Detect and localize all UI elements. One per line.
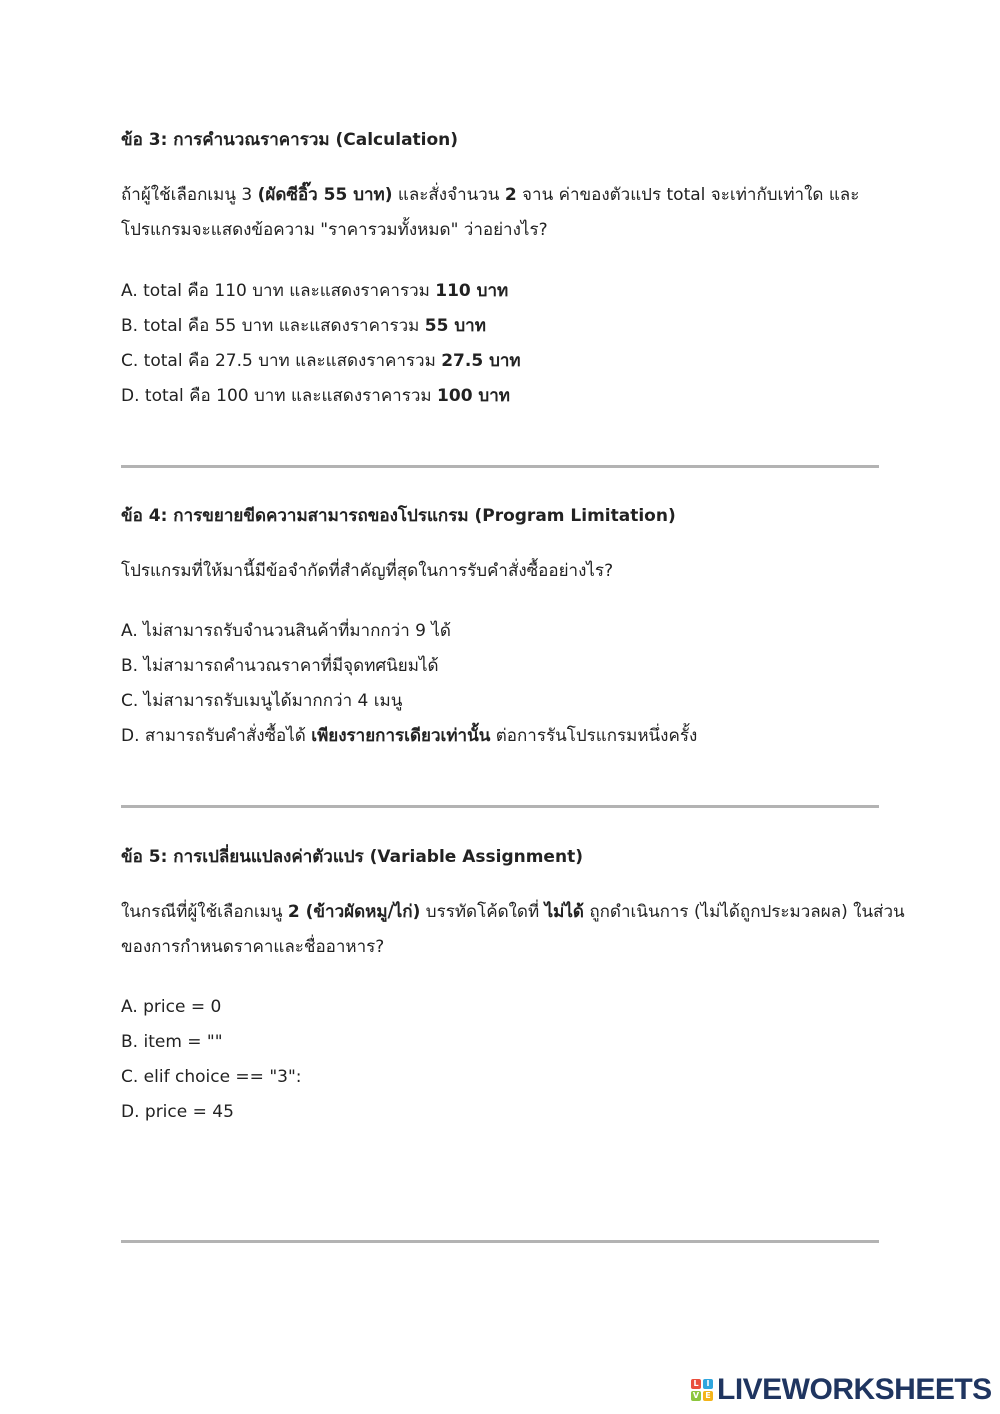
liveworksheets-logo-text: LIVEWORKSHEETS <box>717 1373 992 1406</box>
liveworksheets-logo <box>691 1374 992 1406</box>
question-4-title: ข้อ 4: การขยายขีดความสามารถของโปรแกรม (Program Limitation) <box>121 506 676 526</box>
question-3-option-a[interactable]: A. total คือ 110 บาท และแสดงราคารวม 110 บาท <box>121 281 509 301</box>
question-4-option-c[interactable]: C. ไม่สามารถรับเมนูได้มากกว่า 4 เมนู <box>121 691 403 711</box>
question-4-text: โปรแกรมที่ให้มานี้มีข้อจำกัดที่สำคัญที่สุดในการรับคำสั่งซื้ออย่างไร? <box>121 561 614 581</box>
question-4-option-b[interactable]: B. ไม่สามารถคำนวณราคาที่มีจุดทศนิยมได้ <box>121 656 439 676</box>
liveworksheets-logo-icon <box>691 1379 713 1401</box>
logo-square-i: I <box>703 1379 713 1389</box>
logo-square-l: L <box>691 1379 701 1389</box>
question-3-text: ถ้าผู้ใช้เลือกเมนู 3 (ผัดซีอิ๊ว 55 บาท) และสั่งจำนวน 2 จาน ค่าของตัวแปร total จะเท่ากับเท่าใด และ โปรแกรมจะแสดงข้อความ "ราคารวมทั้งหมด" ว่าอย่างไร? <box>121 185 860 240</box>
section-divider <box>121 1240 879 1243</box>
question-3-option-b[interactable]: B. total คือ 55 บาท และแสดงราคารวม 55 บาท <box>121 316 486 336</box>
question-5-title: ข้อ 5: การเปลี่ยนแปลงค่าตัวแปร (Variable Assignment) <box>121 847 583 867</box>
logo-square-e: E <box>703 1391 713 1401</box>
question-3-option-c[interactable]: C. total คือ 27.5 บาท และแสดงราคารวม 27.5 บาท <box>121 351 521 371</box>
question-3-option-d[interactable]: D. total คือ 100 บาท และแสดงราคารวม 100 บาท <box>121 386 510 406</box>
section-divider <box>121 805 879 808</box>
question-4-option-a[interactable]: A. ไม่สามารถรับจำนวนสินค้าที่มากกว่า 9 ได้ <box>121 621 451 641</box>
question-5-option-a[interactable]: A. price = 0 <box>121 997 222 1017</box>
question-5-option-c[interactable]: C. elif choice == "3": <box>121 1067 302 1087</box>
question-5-option-d[interactable]: D. price = 45 <box>121 1102 234 1122</box>
logo-square-v: V <box>692 1391 700 1400</box>
question-5-option-b[interactable]: B. item = "" <box>121 1032 223 1052</box>
section-divider <box>121 465 879 468</box>
question-4-option-d[interactable]: D. สามารถรับคำสั่งซื้อได้ เพียงรายการเดียวเท่านั้น ต่อการรันโปรแกรมหนึ่งครั้ง <box>121 726 698 746</box>
question-3-title: ข้อ 3: การคำนวณราคารวม (Calculation) <box>121 130 459 150</box>
question-5-text: ในกรณีที่ผู้ใช้เลือกเมนู 2 (ข้าวผัดหมู/ไก่) บรรทัดโค้ดใดที่ ไม่ได้ ถูกดำเนินการ (ไม่ได้ถูกประมวลผล) ในส่วน ของการกำหนดราคาและชื่ออาหาร? <box>121 902 905 957</box>
